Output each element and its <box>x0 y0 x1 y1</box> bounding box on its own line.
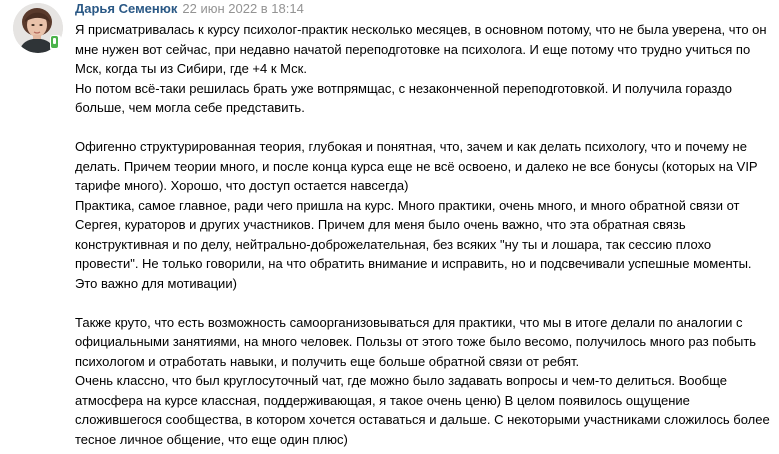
paragraph: Но потом всё-таки решилась брать уже вотпрямщас, с незаконченной переподготовкой. И получила гораздо больше, чем могла себе представить. <box>75 80 732 115</box>
post-header <box>75 0 304 18</box>
post-date-link[interactable]: 22 июн 2022 в 18:14 <box>182 1 304 16</box>
paragraph: Также круто, что есть возможность самоорганизовываться для практики, что мы в итоге делали по аналогии с официальными занятиями, на много человек. Пользы от этого тоже было весомо, получилось много раз побыть психологом и отработать навыки, и получить еще больше обратной связи от ребят. <box>75 314 757 369</box>
paragraph: Очень классно, что был круглосуточный чат, где можно было задавать вопросы и чем-то делиться. Вообще атмосфера на курсе классная, поддерживающая, я такое очень ценю) В целом появилось ощущение сложившегося сообщества, в котором хочется оставаться и дальше. С некоторыми участниками сложилось более тесное личное общение, что еще один плюс) <box>75 373 770 447</box>
paragraph: Практика, самое главное, ради чего пришла на курс. Много практики, очень много, и много обратной связи от Сергея, кураторов и других участников. Причем для меня было очень важно, что эта обратная связь конструктивная и по делу, нейтрально-доброжелательная, без всяких "ну ты и лошара, так сессию плохо провести". Не только говорили, на что обратить внимание и исправить, но и подсвечивали успешные моменты. Это важно для мотивации) <box>75 197 752 291</box>
avatar[interactable] <box>13 3 63 53</box>
paragraph: Я присматривалась к курсу психолог-практик несколько месяцев, в основном потому, что не была уверена, что он мне нужен вот сейчас, при недавно начатой переподготовке на психолога. И еще потому что трудно учиться по Мск, когда ты из Сибири, где +4 к Мск. <box>75 22 767 76</box>
paragraph-spacer <box>75 118 775 138</box>
post-text <box>75 20 775 449</box>
author-name-link[interactable]: Дарья Семенюк <box>75 1 178 16</box>
paragraph-spacer <box>75 293 775 313</box>
paragraph: Офигенно структурированная теория, глубокая и понятная, что, зачем и как делать психологу, что и почему не делать. Причем теории много, и после конца курса еще не всё освоено, и далеко не все бонусы (которых на VIP тарифе много). Хорошо, что доступ остается навсегда) <box>75 139 758 193</box>
mobile-online-icon <box>50 35 61 51</box>
